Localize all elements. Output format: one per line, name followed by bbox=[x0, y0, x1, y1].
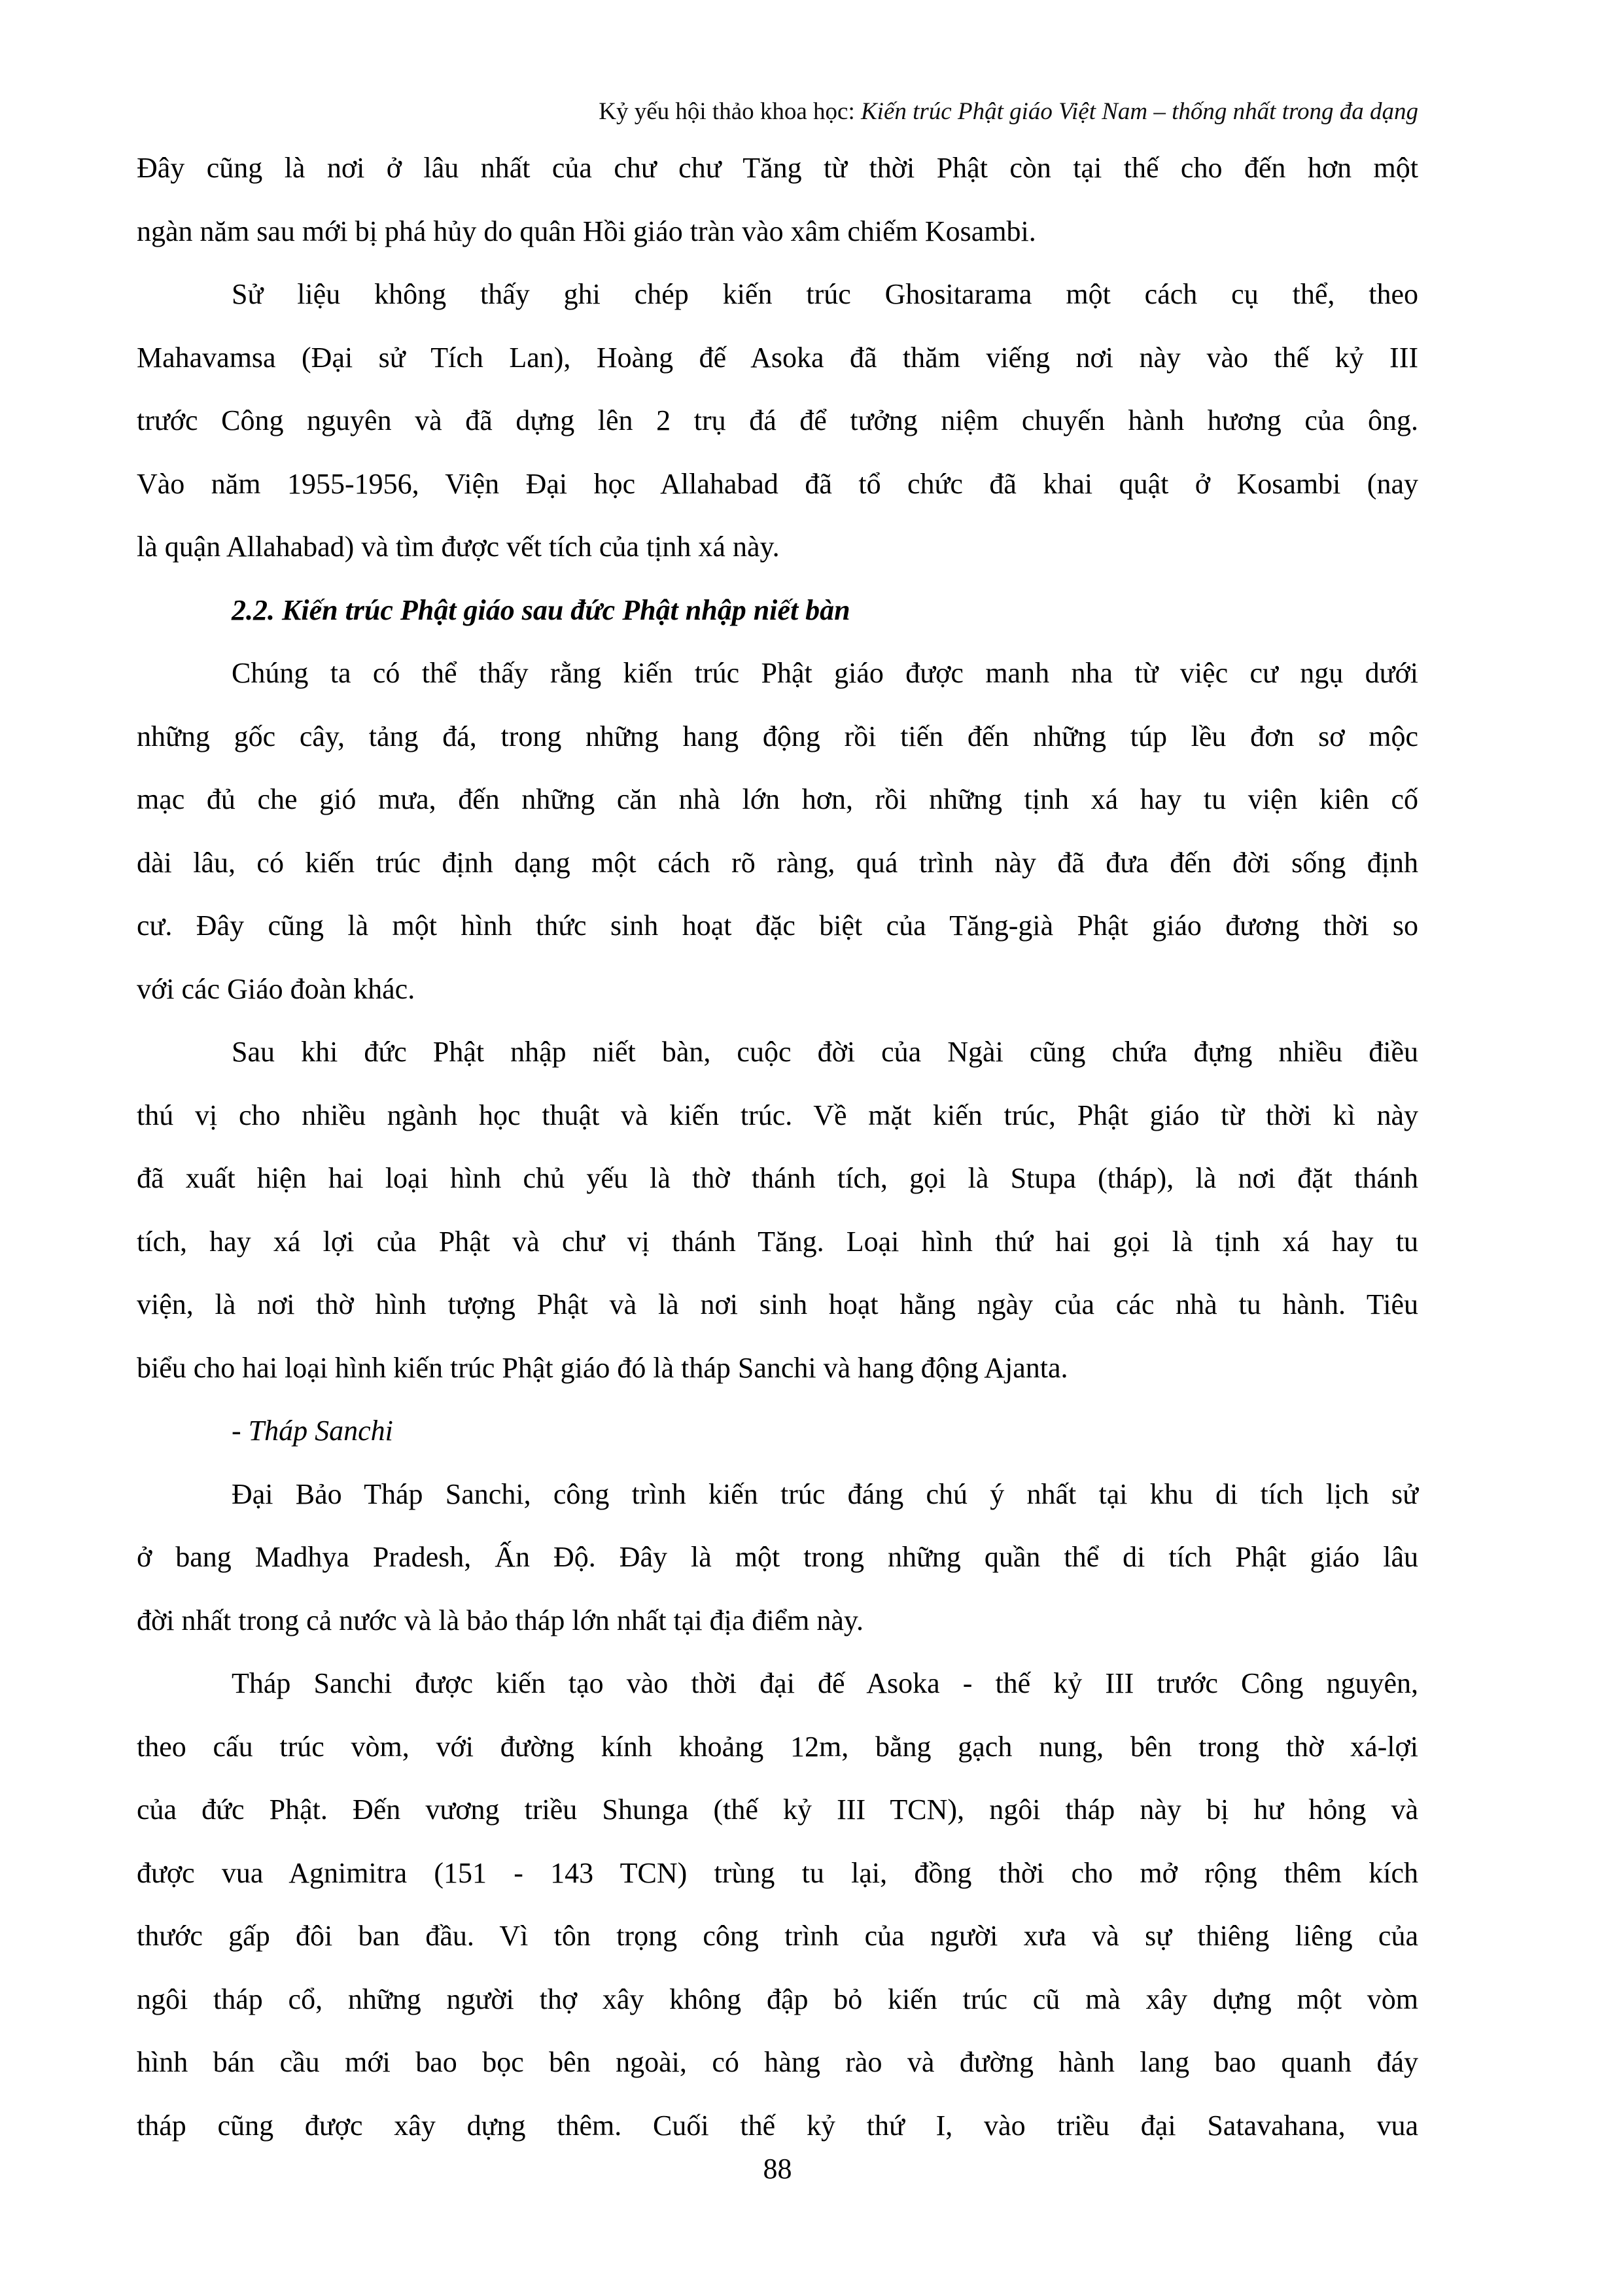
text-line: Mahavamsa (Đại sử Tích Lan), Hoàng đế Asoka đã thăm viếng nơi này vào thế kỷ III bbox=[137, 341, 1418, 374]
paragraph-thap-sanchi-kien-tao bbox=[137, 1652, 1418, 2157]
text-line: hình bán cầu mới bao bọc bên ngoài, có hàng rào và đường hành lang bao quanh đáy bbox=[137, 2046, 1418, 2078]
text-line: Tháp Sanchi được kiến tạo vào thời đại đế Asoka - thế kỷ III trước Công nguyên, bbox=[232, 1667, 1418, 1699]
body-text bbox=[137, 137, 1418, 2157]
text-line: tháp cũng được xây dựng thêm. Cuối thế kỷ thứ I, vào triều đại Satavahana, vua bbox=[137, 2109, 1418, 2142]
text-line: Sau khi đức Phật nhập niết bàn, cuộc đời của Ngài cũng chứa đựng nhiều điều bbox=[232, 1036, 1418, 1068]
text-line: của đức Phật. Đến vương triều Shunga (thế kỷ III TCN), ngôi tháp này bị hư hỏng và bbox=[137, 1793, 1418, 1826]
text-line: trước Công nguyên và đã dựng lên 2 trụ đá để tưởng niệm chuyến hành hương của ông. bbox=[137, 404, 1418, 436]
text-line: ở bang Madhya Pradesh, Ấn Độ. Đây là một trong những quần thể di tích Phật giáo lâu bbox=[137, 1541, 1418, 1573]
text-line: với các Giáo đoàn khác. bbox=[137, 972, 415, 1005]
text-line: - Tháp Sanchi bbox=[232, 1415, 393, 1447]
text-line: cư. Đây cũng là một hình thức sinh hoạt đặc biệt của Tăng-già Phật giáo đương thời so bbox=[137, 910, 1418, 942]
running-header-prefix: Kỷ yếu hội thảo khoa học: bbox=[599, 98, 861, 125]
text-line: viện, là nơi thờ hình tượng Phật và là nơi sinh hoạt hằng ngày của các nhà tu hành. Tiêu bbox=[137, 1288, 1418, 1320]
section-heading-2-2 bbox=[137, 579, 1418, 643]
text-line: mạc đủ che gió mưa, đến những căn nhà lớn hơn, rồi những tịnh xá hay tu viện kiên cố bbox=[137, 783, 1418, 815]
paragraph-sau-khi bbox=[137, 1021, 1418, 1400]
text-line: theo cấu trúc vòm, với đường kính khoảng 12m, bằng gạch nung, bên trong thờ xá-lợi bbox=[137, 1730, 1418, 1763]
text-line: 2.2. Kiến trúc Phật giáo sau đức Phật nhập niết bàn bbox=[232, 593, 850, 626]
text-line: Đây cũng là nơi ở lâu nhất của chư chư Tăng từ thời Phật còn tại thế cho đến hơn một bbox=[137, 152, 1418, 184]
text-line: là quận Allahabad) và tìm được vết tích của tịnh xá này. bbox=[137, 531, 780, 563]
text-line: thú vị cho nhiều ngành học thuật và kiến trúc. Về mặt kiến trúc, Phật giáo từ thời kì này bbox=[137, 1099, 1418, 1131]
page-number: 88 bbox=[763, 2153, 792, 2185]
text-line: Chúng ta có thể thấy rằng kiến trúc Phật giáo được manh nha từ việc cư ngụ dưới bbox=[232, 657, 1418, 689]
text-line: đời nhất trong cả nước và là bảo tháp lớn nhất tại địa điểm này. bbox=[137, 1604, 864, 1636]
paragraph-continuation bbox=[137, 137, 1418, 263]
paragraph-dai-bao-thap bbox=[137, 1463, 1418, 1653]
running-header-title: Kiến trúc Phật giáo Việt Nam – thống nhất trong đa dạng bbox=[861, 98, 1418, 125]
text-line: đã xuất hiện hai loại hình chủ yếu là thờ thánh tích, gọi là Stupa (tháp), là nơi đặt thánh bbox=[137, 1162, 1418, 1194]
text-line: tích, hay xá lợi của Phật và chư vị thánh Tăng. Loại hình thứ hai gọi là tịnh xá hay tu bbox=[137, 1225, 1418, 1258]
paragraph-su-lieu bbox=[137, 263, 1418, 579]
text-line: Sử liệu không thấy ghi chép kiến trúc Ghositarama một cách cụ thể, theo bbox=[232, 278, 1418, 310]
text-line: dài lâu, có kiến trúc định dạng một cách rõ ràng, quá trình này đã đưa đến đời sống định bbox=[137, 846, 1418, 879]
paragraph-chung-ta bbox=[137, 642, 1418, 1021]
running-header bbox=[137, 97, 1418, 127]
text-line: những gốc cây, tảng đá, trong những hang động rồi tiến đến những túp lều đơn sơ mộc bbox=[137, 720, 1418, 752]
text-line: ngàn năm sau mới bị phá hủy do quân Hồi giáo tràn vào xâm chiếm Kosambi. bbox=[137, 215, 1036, 247]
text-line: Vào năm 1955-1956, Viện Đại học Allahabad đã tổ chức đã khai quật ở Kosambi (nay bbox=[137, 467, 1418, 500]
text-line: được vua Agnimitra (151 - 143 TCN) trùng tu lại, đồng thời cho mở rộng thêm kích bbox=[137, 1856, 1418, 1889]
text-line: Đại Bảo Tháp Sanchi, công trình kiến trúc đáng chú ý nhất tại khu di tích lịch sử bbox=[232, 1477, 1418, 1510]
subheading-thap-sanchi bbox=[137, 1400, 1418, 1463]
text-line: thước gấp đôi ban đầu. Vì tôn trọng công trình của người xưa và sự thiêng liêng của bbox=[137, 1920, 1418, 1952]
text-line: ngôi tháp cổ, những người thợ xây không đập bỏ kiến trúc cũ mà xây dựng một vòm bbox=[137, 1983, 1418, 2015]
text-line: biểu cho hai loại hình kiến trúc Phật giáo đó là tháp Sanchi và hang động Ajanta. bbox=[137, 1351, 1068, 1384]
